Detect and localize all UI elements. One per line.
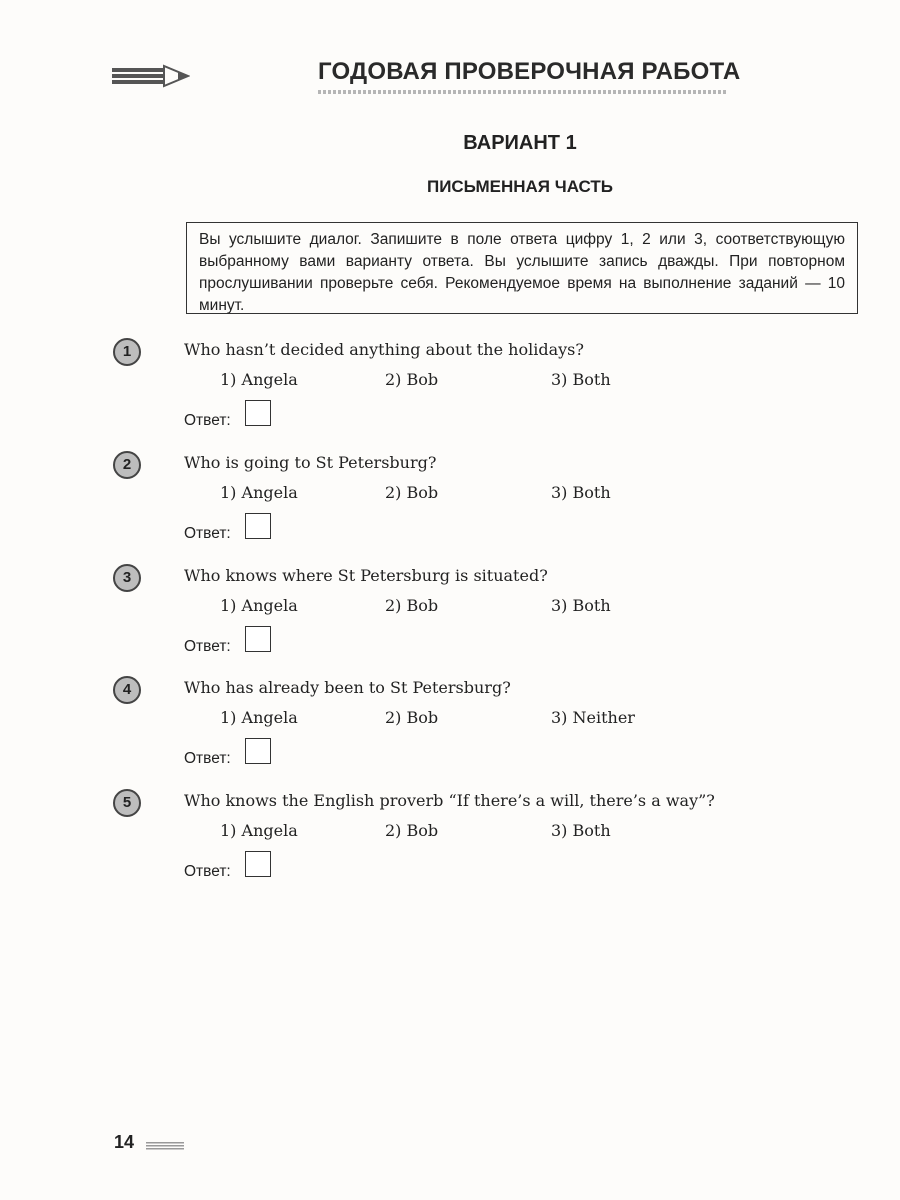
answer-label: Ответ:: [184, 525, 231, 542]
task-item: [0, 678, 900, 788]
page-number-rule: [146, 1142, 184, 1150]
answer-box[interactable]: [245, 513, 271, 539]
option-2: 2) Bob: [385, 821, 439, 840]
answer-box[interactable]: [245, 851, 271, 877]
option-1: 1) Angela: [220, 483, 298, 502]
task-question: Who has already been to St Petersburg?: [184, 678, 511, 697]
answer-label: Ответ:: [184, 863, 231, 880]
task-item: [0, 453, 900, 563]
page-number: 14: [114, 1132, 135, 1152]
option-3: 3) Both: [551, 370, 611, 389]
variant-title: ВАРИАНТ 1: [463, 132, 577, 154]
task-number: 5: [113, 789, 141, 817]
option-2: 2) Bob: [385, 708, 439, 727]
answer-box[interactable]: [245, 400, 271, 426]
task-number: 1: [113, 338, 141, 366]
option-2: 2) Bob: [385, 483, 439, 502]
option-3: 3) Neither: [551, 708, 635, 727]
task-number: 3: [113, 564, 141, 592]
task-question: Who hasn’t decided anything about the holidays?: [184, 340, 584, 359]
task-number: 4: [113, 676, 141, 704]
answer-label: Ответ:: [184, 750, 231, 767]
task-number: 2: [113, 451, 141, 479]
answer-box[interactable]: [245, 626, 271, 652]
option-3: 3) Both: [551, 483, 611, 502]
option-1: 1) Angela: [220, 821, 298, 840]
option-1: 1) Angela: [220, 370, 298, 389]
answer-label: Ответ:: [184, 412, 231, 429]
task-question: Who knows the English proverb “If there’s a will, there’s a way”?: [184, 791, 715, 810]
section-title: ПИСЬМЕННАЯ ЧАСТЬ: [426, 177, 614, 196]
task-question: Who is going to St Petersburg?: [184, 453, 437, 472]
task-item: [0, 791, 900, 901]
option-2: 2) Bob: [385, 370, 439, 389]
answer-box[interactable]: [245, 738, 271, 764]
option-3: 3) Both: [551, 596, 611, 615]
option-1: 1) Angela: [220, 596, 298, 615]
task-question: Who knows where St Petersburg is situated?: [184, 566, 548, 585]
task-item: [0, 566, 900, 676]
page-title: ГОДОВАЯ ПРОВЕРОЧНАЯ РАБОТА: [318, 58, 741, 85]
answer-label: Ответ:: [184, 638, 231, 655]
pencil-icon: [112, 60, 190, 92]
option-2: 2) Bob: [385, 596, 439, 615]
option-1: 1) Angela: [220, 708, 298, 727]
title-underline: [318, 90, 728, 94]
option-3: 3) Both: [551, 821, 611, 840]
task-item: [0, 340, 900, 450]
instruction-box: Вы услышите диалог. Запишите в поле ответа цифру 1, 2 или 3, соответствующую выбранному вами варианту ответа. Вы услышите запись дважды. При повторном прослушивании проверьте себя. Рекомендуемое время на выполнение заданий — 10 минут.: [186, 222, 858, 314]
